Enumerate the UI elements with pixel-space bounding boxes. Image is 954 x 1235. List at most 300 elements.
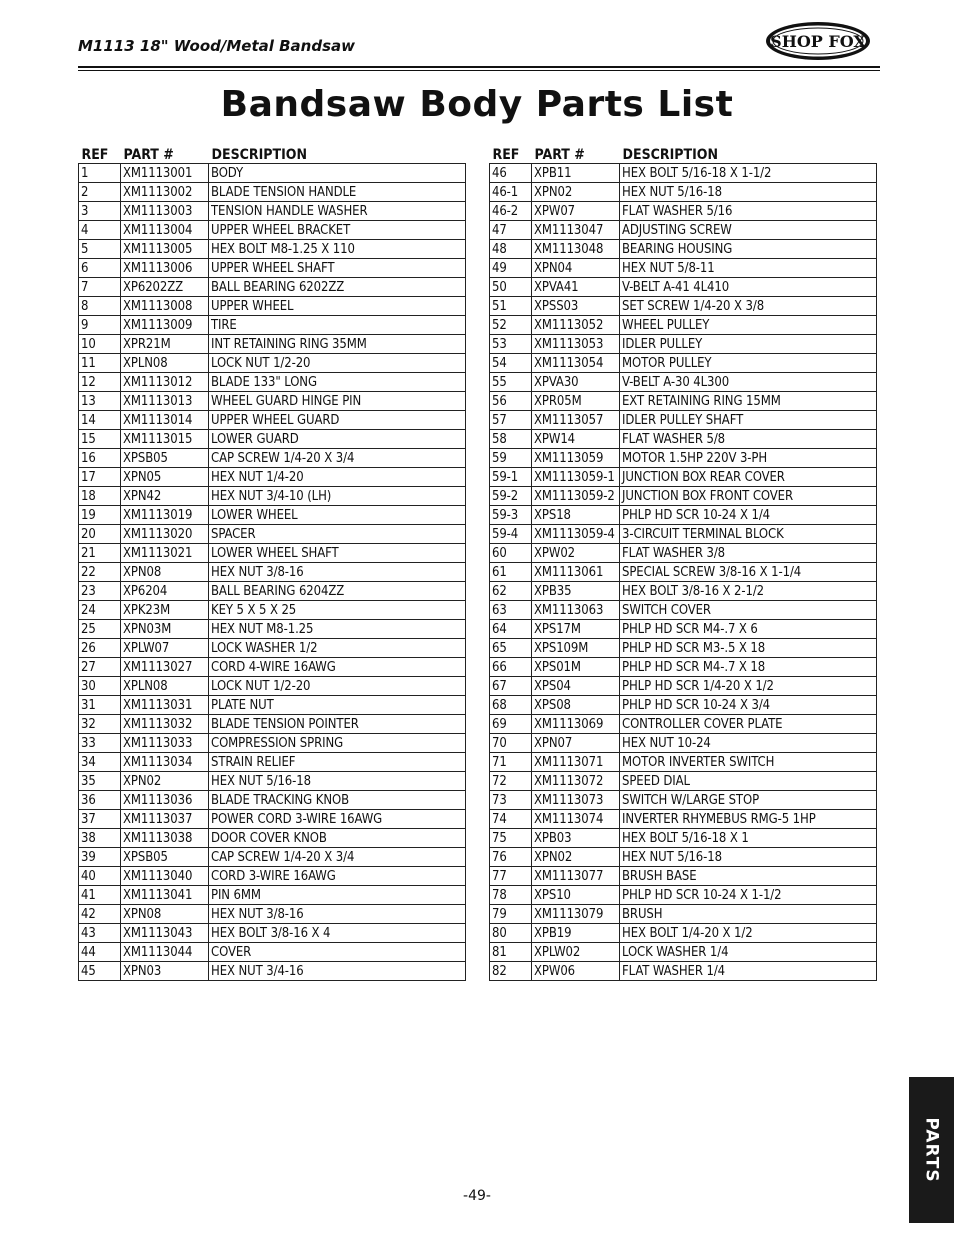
part-number-cell: XM1113041 xyxy=(121,886,209,905)
ref-cell: 12 xyxy=(79,373,121,392)
header-rule xyxy=(78,66,880,68)
description-cell: HEX BOLT 3/8-16 X 4 xyxy=(209,924,466,943)
table-row xyxy=(490,829,877,848)
part-number-cell: XM1113054 xyxy=(532,354,620,373)
ref-cell: 73 xyxy=(490,791,532,810)
table-row xyxy=(79,373,466,392)
description-cell: TENSION HANDLE WASHER xyxy=(209,202,466,221)
ref-cell: 72 xyxy=(490,772,532,791)
part-number-cell: XM1113069 xyxy=(532,715,620,734)
description-cell: COVER xyxy=(209,943,466,962)
ref-cell: 2 xyxy=(79,183,121,202)
ref-cell: 46-2 xyxy=(490,202,532,221)
ref-cell: 31 xyxy=(79,696,121,715)
part-number-cell: XPB19 xyxy=(532,924,620,943)
ref-cell: 27 xyxy=(79,658,121,677)
ref-cell: 62 xyxy=(490,582,532,601)
part-number-cell: XPN07 xyxy=(532,734,620,753)
description-cell: DOOR COVER KNOB xyxy=(209,829,466,848)
part-number-cell: XPSB05 xyxy=(121,449,209,468)
table-row xyxy=(490,905,877,924)
part-number-cell: XM1113005 xyxy=(121,240,209,259)
table-row xyxy=(79,278,466,297)
part-number-cell: XPLN08 xyxy=(121,354,209,373)
table-row xyxy=(490,734,877,753)
ref-cell: 71 xyxy=(490,753,532,772)
part-number-cell: XPVA41 xyxy=(532,278,620,297)
description-cell: PIN 6MM xyxy=(209,886,466,905)
part-column-header: PART # xyxy=(534,147,585,163)
parts-table-right xyxy=(489,142,877,981)
description-cell: POWER CORD 3-WIRE 16AWG xyxy=(209,810,466,829)
table-row xyxy=(490,183,877,202)
part-number-cell: XM1113059-1 xyxy=(532,468,620,487)
ref-cell: 4 xyxy=(79,221,121,240)
table-row xyxy=(79,715,466,734)
table-row xyxy=(490,658,877,677)
description-cell: INT RETAINING RING 35MM xyxy=(209,335,466,354)
description-cell: HEX BOLT 3/8-16 X 2-1/2 xyxy=(620,582,877,601)
ref-cell: 22 xyxy=(79,563,121,582)
description-cell: HEX BOLT M8-1.25 X 110 xyxy=(209,240,466,259)
table-row xyxy=(79,943,466,962)
description-cell: HEX NUT 3/8-16 xyxy=(209,563,466,582)
part-number-cell: XM1113033 xyxy=(121,734,209,753)
table-row xyxy=(79,544,466,563)
part-number-cell: XPN03M xyxy=(121,620,209,639)
table-row xyxy=(490,544,877,563)
ref-cell: 55 xyxy=(490,373,532,392)
description-cell: BRUSH xyxy=(620,905,877,924)
ref-cell: 8 xyxy=(79,297,121,316)
description-cell: HEX BOLT 5/16-18 X 1-1/2 xyxy=(620,164,877,183)
description-cell: BODY xyxy=(209,164,466,183)
description-cell: IDLER PULLEY SHAFT xyxy=(620,411,877,430)
description-cell: PHLP HD SCR 10-24 X 1-1/2 xyxy=(620,886,877,905)
description-cell: EXT RETAINING RING 15MM xyxy=(620,392,877,411)
table-header-row xyxy=(490,142,877,164)
ref-cell: 59-2 xyxy=(490,487,532,506)
page-number: -49- xyxy=(463,1188,491,1204)
ref-cell: 16 xyxy=(79,449,121,468)
ref-cell: 35 xyxy=(79,772,121,791)
table-row xyxy=(490,392,877,411)
ref-cell: 44 xyxy=(79,943,121,962)
part-number-cell: XPN02 xyxy=(532,848,620,867)
ref-cell: 3 xyxy=(79,202,121,221)
description-column-header: DESCRIPTION xyxy=(211,147,308,163)
table-row xyxy=(490,620,877,639)
ref-cell: 53 xyxy=(490,335,532,354)
table-header-row xyxy=(79,142,466,164)
description-cell: V-BELT A-30 4L300 xyxy=(620,373,877,392)
part-number-cell: XM1113079 xyxy=(532,905,620,924)
description-cell: SWITCH COVER xyxy=(620,601,877,620)
manual-title: M1113 18" Wood/Metal Bandsaw xyxy=(78,37,355,55)
table-row xyxy=(490,278,877,297)
ref-cell: 6 xyxy=(79,259,121,278)
description-cell: LOWER GUARD xyxy=(209,430,466,449)
part-number-cell: XPLW02 xyxy=(532,943,620,962)
part-number-cell: XM1113034 xyxy=(121,753,209,772)
page-title: Bandsaw Body Parts List xyxy=(220,84,734,125)
part-number-cell: XM1113053 xyxy=(532,335,620,354)
part-number-cell: XM1113052 xyxy=(532,316,620,335)
ref-column-header: REF xyxy=(81,147,109,163)
description-cell: HEX NUT 5/16-18 xyxy=(620,848,877,867)
description-cell: LOCK WASHER 1/2 xyxy=(209,639,466,658)
part-number-cell: XM1113032 xyxy=(121,715,209,734)
ref-cell: 21 xyxy=(79,544,121,563)
part-number-cell: XPK23M xyxy=(121,601,209,620)
part-number-cell: XPW14 xyxy=(532,430,620,449)
part-number-cell: XM1113057 xyxy=(532,411,620,430)
part-number-cell: XM1113027 xyxy=(121,658,209,677)
ref-cell: 43 xyxy=(79,924,121,943)
table-row xyxy=(490,449,877,468)
table-row xyxy=(490,221,877,240)
ref-cell: 13 xyxy=(79,392,121,411)
part-number-cell: XPN08 xyxy=(121,905,209,924)
ref-cell: 25 xyxy=(79,620,121,639)
description-cell: BRUSH BASE xyxy=(620,867,877,886)
ref-cell: 52 xyxy=(490,316,532,335)
description-cell: STRAIN RELIEF xyxy=(209,753,466,772)
ref-cell: 40 xyxy=(79,867,121,886)
part-number-cell: XM1113073 xyxy=(532,791,620,810)
part-number-cell: XM1113015 xyxy=(121,430,209,449)
description-cell: UPPER WHEEL BRACKET xyxy=(209,221,466,240)
part-number-cell: XM1113074 xyxy=(532,810,620,829)
ref-cell: 56 xyxy=(490,392,532,411)
description-cell: CAP SCREW 1/4-20 X 3/4 xyxy=(209,449,466,468)
ref-cell: 18 xyxy=(79,487,121,506)
ref-cell: 70 xyxy=(490,734,532,753)
ref-cell: 59-1 xyxy=(490,468,532,487)
part-column-header: PART # xyxy=(123,147,174,163)
table-row xyxy=(79,677,466,696)
description-cell: BLADE TENSION HANDLE xyxy=(209,183,466,202)
ref-cell: 23 xyxy=(79,582,121,601)
part-number-cell: XPN05 xyxy=(121,468,209,487)
description-cell: PHLP HD SCR 10-24 X 3/4 xyxy=(620,696,877,715)
part-number-cell: XM1113072 xyxy=(532,772,620,791)
description-cell: INVERTER RHYMEBUS RMG-5 1HP xyxy=(620,810,877,829)
description-cell: LOWER WHEEL xyxy=(209,506,466,525)
ref-cell: 5 xyxy=(79,240,121,259)
description-cell: BALL BEARING 6202ZZ xyxy=(209,278,466,297)
part-number-cell: XM1113001 xyxy=(121,164,209,183)
description-cell: MOTOR INVERTER SWITCH xyxy=(620,753,877,772)
table-row xyxy=(79,829,466,848)
ref-cell: 19 xyxy=(79,506,121,525)
description-column-header: DESCRIPTION xyxy=(622,147,719,163)
description-cell: SPECIAL SCREW 3/8-16 X 1-1/4 xyxy=(620,563,877,582)
part-number-cell: XM1113063 xyxy=(532,601,620,620)
ref-cell: 9 xyxy=(79,316,121,335)
description-cell: CAP SCREW 1/4-20 X 3/4 xyxy=(209,848,466,867)
part-number-cell: XPB35 xyxy=(532,582,620,601)
part-number-cell: XM1113071 xyxy=(532,753,620,772)
part-number-cell: XM1113013 xyxy=(121,392,209,411)
description-cell: LOCK NUT 1/2-20 xyxy=(209,677,466,696)
part-number-cell: XPN42 xyxy=(121,487,209,506)
part-number-cell: XPS01M xyxy=(532,658,620,677)
table-row xyxy=(79,259,466,278)
part-number-cell: XPS109M xyxy=(532,639,620,658)
ref-cell: 60 xyxy=(490,544,532,563)
ref-cell: 67 xyxy=(490,677,532,696)
ref-cell: 59-4 xyxy=(490,525,532,544)
description-cell: MOTOR PULLEY xyxy=(620,354,877,373)
ref-cell: 80 xyxy=(490,924,532,943)
description-cell: LOWER WHEEL SHAFT xyxy=(209,544,466,563)
table-row xyxy=(490,962,877,981)
table-row xyxy=(490,411,877,430)
table-row xyxy=(490,202,877,221)
ref-cell: 54 xyxy=(490,354,532,373)
ref-cell: 59 xyxy=(490,449,532,468)
logo-text: SHOP FOX xyxy=(770,32,866,51)
table-row xyxy=(79,221,466,240)
table-row xyxy=(79,354,466,373)
ref-cell: 42 xyxy=(79,905,121,924)
table-row xyxy=(79,867,466,886)
ref-cell: 33 xyxy=(79,734,121,753)
part-number-cell: XPN08 xyxy=(121,563,209,582)
ref-cell: 64 xyxy=(490,620,532,639)
part-number-cell: XPSB05 xyxy=(121,848,209,867)
ref-cell: 17 xyxy=(79,468,121,487)
description-cell: HEX NUT 1/4-20 xyxy=(209,468,466,487)
ref-cell: 58 xyxy=(490,430,532,449)
parts-table-left xyxy=(78,142,466,981)
description-cell: JUNCTION BOX REAR COVER xyxy=(620,468,877,487)
table-row xyxy=(490,563,877,582)
part-number-cell: XPW02 xyxy=(532,544,620,563)
table-row xyxy=(79,753,466,772)
table-row xyxy=(490,582,877,601)
ref-cell: 49 xyxy=(490,259,532,278)
ref-cell: 68 xyxy=(490,696,532,715)
part-number-cell: XPS18 xyxy=(532,506,620,525)
ref-cell: 78 xyxy=(490,886,532,905)
ref-cell: 1 xyxy=(79,164,121,183)
table-row xyxy=(79,164,466,183)
description-cell: CORD 3-WIRE 16AWG xyxy=(209,867,466,886)
table-row xyxy=(490,354,877,373)
part-number-cell: XPN04 xyxy=(532,259,620,278)
description-cell: ADJUSTING SCREW xyxy=(620,221,877,240)
part-number-cell: XPLW07 xyxy=(121,639,209,658)
description-cell: HEX NUT 3/4-16 xyxy=(209,962,466,981)
part-number-cell: XM1113036 xyxy=(121,791,209,810)
table-row xyxy=(79,335,466,354)
ref-cell: 66 xyxy=(490,658,532,677)
table-row xyxy=(79,791,466,810)
part-number-cell: XM1113038 xyxy=(121,829,209,848)
table-row xyxy=(79,525,466,544)
table-row xyxy=(79,563,466,582)
ref-cell: 59-3 xyxy=(490,506,532,525)
table-row xyxy=(490,886,877,905)
ref-cell: 30 xyxy=(79,677,121,696)
part-number-cell: XM1113047 xyxy=(532,221,620,240)
part-number-cell: XM1113008 xyxy=(121,297,209,316)
part-number-cell: XM1113059 xyxy=(532,449,620,468)
part-number-cell: XM1113009 xyxy=(121,316,209,335)
part-number-cell: XM1113037 xyxy=(121,810,209,829)
part-number-cell: XM1113059-2 xyxy=(532,487,620,506)
table-row xyxy=(490,468,877,487)
part-number-cell: XPS17M xyxy=(532,620,620,639)
ref-cell: 69 xyxy=(490,715,532,734)
ref-cell: 24 xyxy=(79,601,121,620)
table-row xyxy=(490,601,877,620)
ref-cell: 38 xyxy=(79,829,121,848)
table-row xyxy=(79,772,466,791)
description-cell: HEX NUT 5/16-18 xyxy=(209,772,466,791)
description-cell: HEX BOLT 5/16-18 X 1 xyxy=(620,829,877,848)
description-cell: HEX NUT 5/8-11 xyxy=(620,259,877,278)
ref-cell: 48 xyxy=(490,240,532,259)
description-cell: BALL BEARING 6204ZZ xyxy=(209,582,466,601)
table-row xyxy=(79,240,466,259)
table-row xyxy=(79,506,466,525)
description-cell: BEARING HOUSING xyxy=(620,240,877,259)
table-row xyxy=(490,525,877,544)
ref-cell: 63 xyxy=(490,601,532,620)
description-cell: PHLP HD SCR 1/4-20 X 1/2 xyxy=(620,677,877,696)
ref-cell: 41 xyxy=(79,886,121,905)
ref-cell: 45 xyxy=(79,962,121,981)
table-row xyxy=(79,810,466,829)
table-row xyxy=(79,886,466,905)
part-number-cell: XM1113014 xyxy=(121,411,209,430)
description-cell: FLAT WASHER 1/4 xyxy=(620,962,877,981)
table-row xyxy=(490,164,877,183)
description-cell: KEY 5 X 5 X 25 xyxy=(209,601,466,620)
table-row xyxy=(490,696,877,715)
header-rule-thin xyxy=(78,70,880,71)
part-number-cell: XPR21M xyxy=(121,335,209,354)
ref-cell: 10 xyxy=(79,335,121,354)
shop-fox-logo xyxy=(764,20,872,62)
description-cell: PLATE NUT xyxy=(209,696,466,715)
part-number-cell: XPN02 xyxy=(532,183,620,202)
part-number-cell: XPN03 xyxy=(121,962,209,981)
description-cell: HEX NUT M8-1.25 xyxy=(209,620,466,639)
part-number-cell: XP6204 xyxy=(121,582,209,601)
description-cell: V-BELT A-41 4L410 xyxy=(620,278,877,297)
ref-cell: 81 xyxy=(490,943,532,962)
part-number-cell: XPSS03 xyxy=(532,297,620,316)
part-number-cell: XM1113002 xyxy=(121,183,209,202)
table-row xyxy=(79,449,466,468)
part-number-cell: XM1113040 xyxy=(121,867,209,886)
table-row xyxy=(79,202,466,221)
table-row xyxy=(79,658,466,677)
table-row xyxy=(490,373,877,392)
part-number-cell: XM1113043 xyxy=(121,924,209,943)
table-row xyxy=(490,791,877,810)
table-row xyxy=(490,677,877,696)
ref-cell: 50 xyxy=(490,278,532,297)
ref-cell: 51 xyxy=(490,297,532,316)
ref-cell: 26 xyxy=(79,639,121,658)
part-number-cell: XPVA30 xyxy=(532,373,620,392)
part-number-cell: XM1113077 xyxy=(532,867,620,886)
description-cell: IDLER PULLEY xyxy=(620,335,877,354)
description-cell: SPEED DIAL xyxy=(620,772,877,791)
part-number-cell: XPB03 xyxy=(532,829,620,848)
table-row xyxy=(79,620,466,639)
description-cell: HEX NUT 3/4-10 (LH) xyxy=(209,487,466,506)
description-cell: COMPRESSION SPRING xyxy=(209,734,466,753)
table-row xyxy=(79,316,466,335)
table-row xyxy=(490,772,877,791)
table-row xyxy=(79,639,466,658)
ref-cell: 77 xyxy=(490,867,532,886)
description-cell: PHLP HD SCR M4-.7 X 18 xyxy=(620,658,877,677)
table-row xyxy=(79,696,466,715)
ref-cell: 65 xyxy=(490,639,532,658)
part-number-cell: XM1113012 xyxy=(121,373,209,392)
part-number-cell: XM1113006 xyxy=(121,259,209,278)
part-number-cell: XPS08 xyxy=(532,696,620,715)
part-number-cell: XM1113004 xyxy=(121,221,209,240)
ref-cell: 32 xyxy=(79,715,121,734)
description-cell: WHEEL GUARD HINGE PIN xyxy=(209,392,466,411)
ref-cell: 11 xyxy=(79,354,121,373)
table-row xyxy=(490,639,877,658)
description-cell: BLADE TENSION POINTER xyxy=(209,715,466,734)
ref-cell: 37 xyxy=(79,810,121,829)
ref-cell: 76 xyxy=(490,848,532,867)
table-row xyxy=(79,297,466,316)
part-number-cell: XPW06 xyxy=(532,962,620,981)
ref-cell: 39 xyxy=(79,848,121,867)
table-row xyxy=(490,753,877,772)
description-cell: WHEEL PULLEY xyxy=(620,316,877,335)
part-number-cell: XM1113031 xyxy=(121,696,209,715)
table-row xyxy=(79,962,466,981)
part-number-cell: XM1113003 xyxy=(121,202,209,221)
description-cell: TIRE xyxy=(209,316,466,335)
description-cell: HEX NUT 5/16-18 xyxy=(620,183,877,202)
part-number-cell: XP6202ZZ xyxy=(121,278,209,297)
part-number-cell: XPB11 xyxy=(532,164,620,183)
description-cell: UPPER WHEEL SHAFT xyxy=(209,259,466,278)
description-cell: FLAT WASHER 3/8 xyxy=(620,544,877,563)
description-cell: HEX BOLT 1/4-20 X 1/2 xyxy=(620,924,877,943)
description-cell: UPPER WHEEL xyxy=(209,297,466,316)
table-row xyxy=(79,487,466,506)
description-cell: SWITCH W/LARGE STOP xyxy=(620,791,877,810)
part-number-cell: XM1113059-4 xyxy=(532,525,620,544)
ref-cell: 75 xyxy=(490,829,532,848)
table-row xyxy=(490,316,877,335)
logo-graphic xyxy=(764,20,872,62)
ref-cell: 34 xyxy=(79,753,121,772)
table-row xyxy=(490,715,877,734)
parts-tab-label: PARTS xyxy=(921,1117,942,1183)
table-row xyxy=(490,259,877,278)
description-cell: SPACER xyxy=(209,525,466,544)
ref-cell: 36 xyxy=(79,791,121,810)
ref-cell: 61 xyxy=(490,563,532,582)
table-row xyxy=(79,411,466,430)
